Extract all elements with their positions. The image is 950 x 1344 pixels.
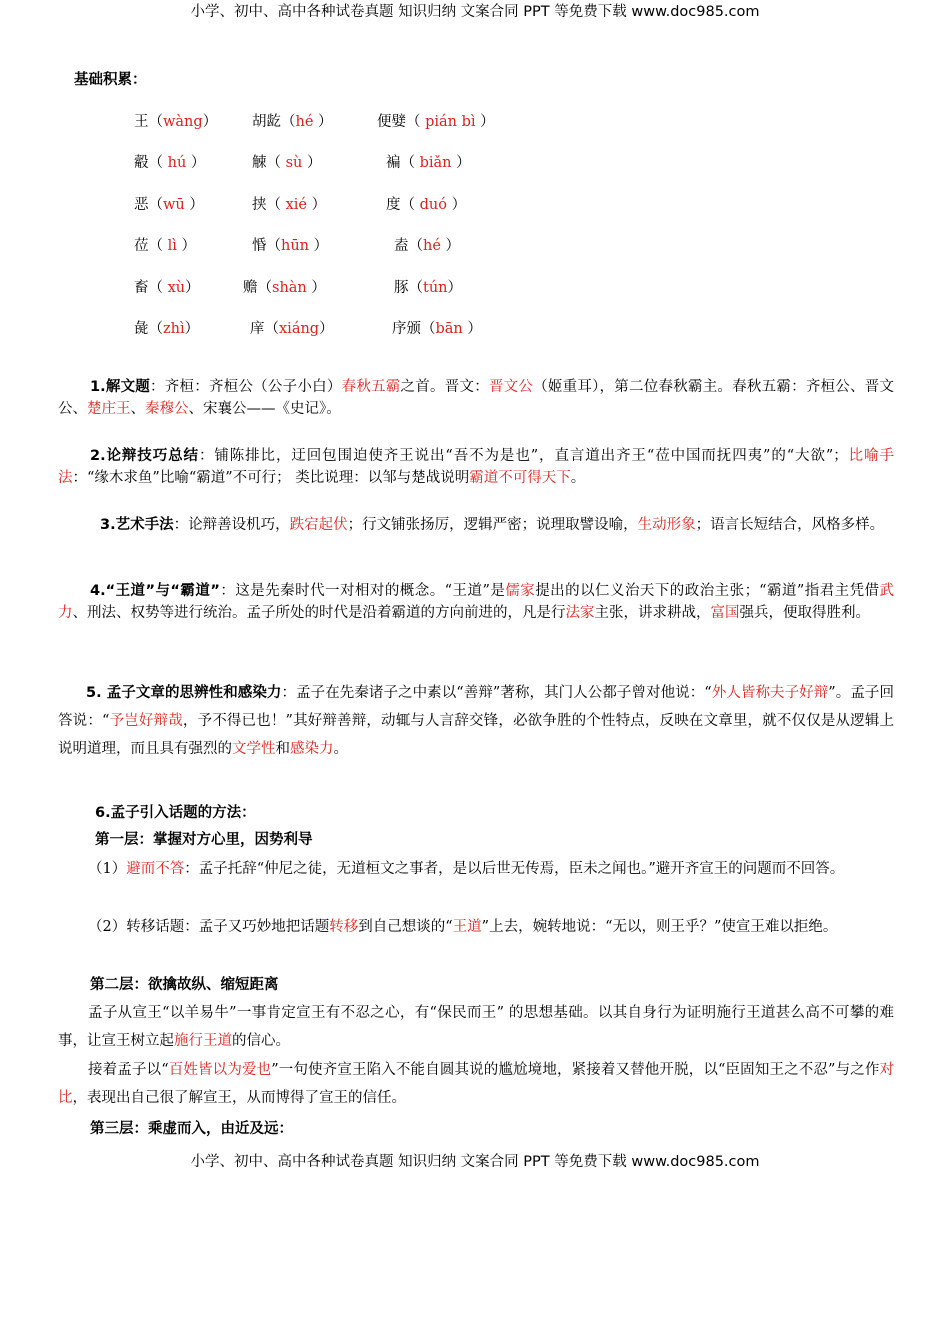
section-5-paragraph: 5. 孟子文章的思辨性和感染力：孟子在先秦诸子之中素以“善辩”著称，其门人公都子曾对他说：“外人皆称夫子好辩”。孟子回答说：“予岂好辩哉，予不得已也！”其好辩善辩，动辄与人言辞交锋，必欲争胜的个性特点，反映在文章里，就不仅仅是从逻辑上说明道理，而且具有强烈的文学性和感染力。 bbox=[58, 685, 894, 757]
layer-1-heading: 第一层：掌握对方心里，因势利导 bbox=[95, 832, 313, 848]
vocab-item: 觫（ sù ） bbox=[252, 155, 322, 171]
vocab-item: 惛（hūn ） bbox=[252, 238, 329, 254]
vocab-item: 赡（shàn ） bbox=[243, 280, 326, 296]
section-1-paragraph: 1.解文题：齐桓：齐桓公（公子小白）春秋五霸之首。晋文：晋文公（姬重耳），第二位春秋霸主。春秋五霸：齐桓公、晋文公、楚庄王、秦穆公、宋襄公——《史记》。 bbox=[58, 379, 895, 417]
vocab-item: 挟（ xié ） bbox=[252, 197, 327, 213]
vocab-item: 觳（ hú ） bbox=[134, 155, 206, 171]
vocab-item: 恶（wū ） bbox=[134, 197, 204, 213]
page-footer: 小学、初中、高中各种试卷真题 知识归纳 文案合同 PPT 等免费下载 www.doc985.com bbox=[190, 1154, 760, 1170]
layer-3-heading: 第三层：乘虚而入，由近及远： bbox=[90, 1121, 293, 1137]
section-2-paragraph: 2.论辩技巧总结：铺陈排比，迂回包围迫使齐王说出“吾不为是也”，直言道出齐王“莅中国而抚四夷”的“大欲”；比喻手法：“缘木求鱼”比喻“霸道”不可行； 类比说理：以邹与楚战说明霸道不可得天下。 bbox=[58, 448, 894, 486]
layer-1-item-1: （1）避而不答：孟子托辞“仲尼之徒，无道桓文之事者，是以后世无传焉，臣未之闻也。”避开齐宣王的问题而不回答。 bbox=[88, 861, 845, 877]
vocab-item: 莅（ lì ） bbox=[134, 238, 196, 254]
basic-section-title: 基础积累： bbox=[74, 72, 147, 88]
vocab-item: 度（ duó ） bbox=[386, 197, 467, 213]
vocab-item: 便嬖（ pián bì ） bbox=[377, 114, 495, 130]
section-3-paragraph: 3.艺术手法：论辩善设机巧，跌宕起伏；行文铺张扬厉，逻辑严密；说理取譬设喻，生动形象；语言长短结合，风格多样。 bbox=[100, 517, 885, 533]
layer-2-paragraph-2: 接着孟子以“百姓皆以为爱也”一句使齐宣王陷入不能自圆其说的尴尬境地，紧接着又替他开脱，以“臣固知王之不忍”与之作对比，表现出自己很了解宣王，从而博得了宣王的信任。 bbox=[58, 1062, 894, 1106]
vocab-item: 胡龁（hé ） bbox=[252, 114, 333, 130]
vocab-item: 彘（zhì） bbox=[134, 321, 200, 337]
page-header: 小学、初中、高中各种试卷真题 知识归纳 文案合同 PPT 等免费下载 www.doc985.com bbox=[190, 4, 760, 20]
vocab-item: 庠（xiáng） bbox=[250, 321, 334, 337]
vocab-item: 豚（tún） bbox=[394, 280, 463, 296]
vocab-item: 王（wàng） bbox=[134, 114, 218, 130]
vocab-item: 畜（ xù） bbox=[134, 280, 200, 296]
layer-1-item-2: （2）转移话题：孟子又巧妙地把话题转移到自己想谈的“王道”上去，婉转地说：“无以，则王乎？”使宣王难以拒绝。 bbox=[88, 919, 838, 935]
section-4-paragraph: 4.“王道”与“霸道”：这是先秦时代一对相对的概念。“王道”是儒家提出的以仁义治天下的政治主张；“霸道”指君主凭借武力、刑法、权势等进行统治。孟子所处的时代是沿着霸道的方向前进的，凡是行法家主张，讲求耕战，富国强兵，便取得胜利。 bbox=[58, 583, 895, 621]
vocab-item: 盍（hé ） bbox=[394, 238, 461, 254]
vocab-item: 褊（ biǎn ） bbox=[386, 155, 471, 171]
layer-2-heading: 第二层：欲擒故纵、缩短距离 bbox=[90, 977, 279, 993]
section-6-title: 6.孟子引入话题的方法： bbox=[95, 805, 256, 821]
layer-2-paragraph-1: 孟子从宣王“以羊易牛”一事肯定宣王有不忍之心，有“保民而王” 的思想基础。以其自身行为证明施行王道甚么高不可攀的难事，让宣王树立起施行王道的信心。 bbox=[58, 1005, 894, 1049]
vocab-item: 序颁（bān ） bbox=[392, 321, 482, 337]
